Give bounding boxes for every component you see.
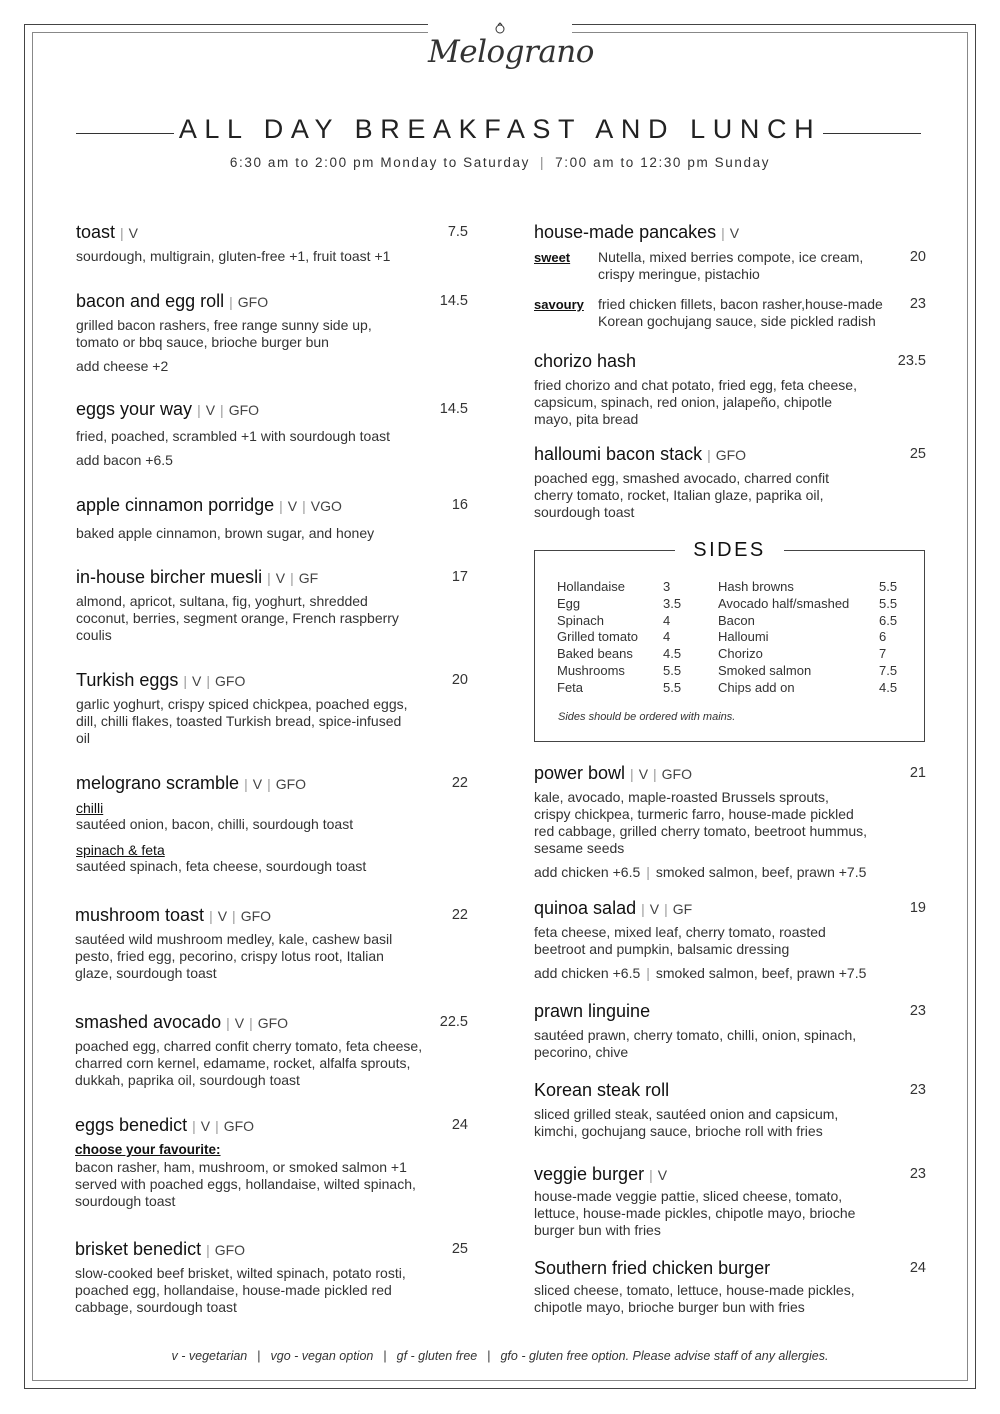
side-item [718,579,908,596]
item-option-label: chilli [76,800,104,816]
item-tag: V [200,1118,211,1134]
hours-sunday: 7:00 am to 12:30 pm Sunday [555,155,771,170]
item-extra-a: add chicken +6.5 [534,965,641,981]
menu-item [534,1080,926,1140]
item-price: 24 [451,1117,468,1133]
side-item [718,680,908,697]
item-tag: GFO [237,294,269,310]
side-name: Spinach [557,612,604,628]
logo [428,12,594,84]
side-item [557,596,685,613]
item-extra-b: smoked salmon, beef, prawn +7.5 [655,864,867,880]
item-price: 17 [451,569,468,585]
side-price: 3.5 [663,595,682,611]
side-price: 7.5 [879,662,898,678]
item-extra: add cheese +2 [76,358,169,374]
side-item [557,663,685,680]
item-desc: baked apple cinnamon, brown sugar, and honey [76,525,375,541]
menu-item-pancakes: house-made pancakes | V sweet Nutella, mixed berries compote, ice cream, crispy meringue, pistachio 20 savoury fried chicken fillets, bacon rasher,house-made Korean gochujang sauce, side pickled radish 23 [534,222,926,329]
item-tag: V [234,1015,245,1031]
item-option-label: choose your favourite: [75,1142,221,1157]
side-price: 5.5 [879,595,898,611]
menu-item: veggie burger | V 23 house-made veggie pattie, sliced cheese, tomato, lettuce, house-made pickles, chipotle mayo, brioche burger bun with fries [534,1164,926,1238]
item-desc: sautéed prawn, cherry tomato, chilli, onion, spinach, pecorino, chive [534,1027,857,1060]
item-price: 23 [909,1082,926,1098]
menu-item: quinoa salad | V | GF 19 feta cheese, mixed leaf, cherry tomato, roasted beetroot and pumpkin, balsamic dressing add chicken +6.5 | smoked salmon, beef, prawn +7.5 [534,898,926,981]
side-price: 5.5 [663,679,682,695]
item-desc: house-made veggie pattie, sliced cheese, tomato, lettuce, house-made pickles, chipotle mayo, brioche burger bun with fries [534,1188,856,1238]
option-price: 23 [909,296,926,312]
item-tag: GFO [228,402,260,418]
menu-item: mushroom toast | V | GFO 22 sautéed wild mushroom medley, kale, cashew basil pesto, fried egg, pecorino, crispy lotus root, Italian glaze, sourdough toast [75,905,468,981]
item-price: 24 [909,1260,926,1276]
item-price: 23 [909,1003,926,1019]
item-price: 22.5 [439,1014,468,1030]
title-block [0,112,1000,152]
item-price: 22 [451,907,468,923]
item-name: apple cinnamon porridge [76,495,275,515]
item-price: 25 [909,446,926,462]
item-desc: garlic yoghurt, crispy spiced chickpea, poached eggs, dill, chilli flakes, toasted Turkish bread, spice-infused oil [76,696,408,746]
item-name: Southern fried chicken burger [534,1258,771,1278]
item-name: smashed avocado [75,1012,222,1032]
side-price: 7 [879,646,887,662]
item-tag: V [287,498,298,514]
opening-hours [0,155,1000,170]
side-item [718,646,908,663]
item-tag: V [217,908,228,924]
item-option-desc: sautéed onion, bacon, chilli, sourdough toast [76,816,354,832]
item-name: toast [76,222,116,242]
menu-item: smashed avocado | V | GFO 22.5 poached egg, charred confit cherry tomato, feta cheese, charred corn kernel, edamame, rocket, alfalfa sprouts, dukkah, paprika oil, sourdough toast [75,1012,468,1088]
item-tag: GF [298,570,319,586]
logo-text: Melograno [428,34,594,70]
side-item [718,629,908,646]
hours-weekday: 6:30 am to 2:00 pm Monday to Saturday [229,155,530,170]
menu-item: eggs your way | V | GFO 14.5 fried, poached, scrambled +1 with sourdough toast add bacon +6.5 [76,399,468,468]
item-desc: almond, apricot, sultana, fig, yoghurt, shredded coconut, berries, segment orange, French raspberry coulis [76,593,399,643]
menu-item: in-house bircher muesli | V | GF 17 almond, apricot, sultana, fig, yoghurt, shredded coconut, berries, segment orange, French raspberry coulis [76,567,468,643]
sides-column-1 [557,579,685,697]
sides-column-2 [718,579,908,697]
item-price: 14.5 [439,401,468,417]
item-price: 19 [909,900,926,916]
legend-gf: gf - gluten free [396,1349,478,1363]
item-name: halloumi bacon stack [534,444,703,464]
item-extra-b: smoked salmon, beef, prawn +7.5 [655,965,867,981]
item-option-label: spinach & feta [76,842,165,858]
side-price: 3 [663,579,671,594]
side-price: 4 [663,612,671,628]
item-desc: fried, poached, scrambled +1 with sourdough toast [76,428,391,444]
menu-item: power bowl | V | GFO 21 kale, avocado, maple-roasted Brussels sprouts, crispy chickpea, turmeric farro, house-made pickled red cabbage, grilled cherry tomato, beetroot hummus, sesame seeds add chicken +6.5 | smoked salmon, beef, prawn +7.5 [534,763,926,880]
side-price: 4.5 [663,646,682,662]
menu-item: bacon and egg roll | GFO 14.5 grilled bacon rashers, free range sunny side up, tomato or bbq sauce, brioche burger bun add cheese +2 [76,291,468,374]
item-tag: V [657,1167,668,1183]
menu-item: melograno scramble | V | GFO 22 chilli sautéed onion, bacon, chilli, sourdough toast spinach & feta sautéed spinach, feta cheese, sourdough toast [76,773,468,874]
item-desc: fried chorizo and chat potato, fried egg, feta cheese, capsicum, spinach, red onion, jalapeño, chipotle mayo, pita bread [534,377,857,427]
item-name: house-made pancakes [534,222,717,242]
menu-item: apple cinnamon porridge | V | VGO 16 baked apple cinnamon, brown sugar, and honey [76,495,468,541]
side-price: 5.5 [663,662,682,678]
item-name: brisket benedict [75,1239,202,1259]
item-desc: sourdough, multigrain, gluten-free +1, fruit toast +1 [76,248,391,264]
menu-item [534,351,926,428]
item-tag: GFO [240,908,272,924]
item-name: mushroom toast [75,905,205,925]
side-item [557,646,685,663]
sides-title: SIDES [675,539,784,561]
side-price: 6 [879,629,887,645]
side-name: Hollandaise [557,579,625,594]
option-desc: fried chicken fillets, bacon rasher,house-made Korean gochujang sauce, side pickled radish [598,296,883,329]
item-desc: sliced grilled steak, sautéed onion and capsicum, kimchi, gochujang sauce, brioche roll with fries [534,1106,839,1139]
option-label: savoury [534,297,584,312]
item-option-desc: bacon rasher, ham, mushroom, or smoked salmon +1 served with poached eggs, hollandaise, wilted spinach, sourdough toast [75,1159,416,1209]
item-option-desc: sautéed spinach, feta cheese, sourdough toast [76,858,367,874]
side-item [557,629,685,646]
item-desc: feta cheese, mixed leaf, cherry tomato, roasted beetroot and pumpkin, balsamic dressing [534,924,826,957]
side-item [718,613,908,630]
item-name: in-house bircher muesli [76,567,263,587]
dietary-legend: v - vegetarian | vgo - vegan option | gf - gluten free | gfo - gluten free option. Please advise staff of any allergies. [171,1349,829,1363]
pancakes-sweet-option [534,249,926,283]
side-name: Hash browns [718,579,794,594]
item-extra: add chicken +6.5 | smoked salmon, beef, prawn +7.5 [534,965,867,981]
item-price: 14.5 [439,293,468,309]
item-price: 22 [451,775,468,791]
side-name: Avocado half/smashed [718,595,850,611]
item-tag: V [729,225,740,241]
item-desc: sliced cheese, tomato, lettuce, house-made pickles, chipotle mayo, brioche burger bun with fries [534,1282,855,1315]
option-desc: Nutella, mixed berries compote, ice cream, crispy meringue, pistachio [598,249,864,282]
item-name: prawn linguine [534,1001,651,1021]
side-name: Halloumi [718,629,769,645]
item-tag: V [649,901,660,917]
item-tag: V [275,570,286,586]
legend-vgo: vgo - vegan option [270,1349,374,1363]
side-item [718,663,908,680]
item-desc: poached egg, smashed avocado, charred confit cherry tomato, rocket, Italian glaze, paprika oil, sourdough toast [534,470,829,520]
hours-separator: | [540,155,546,170]
item-tag: GFO [223,1118,255,1134]
option-price: 20 [909,249,926,265]
item-tag: V [252,776,263,792]
side-item [557,680,685,697]
side-name: Chorizo [718,646,763,662]
side-price: 4.5 [879,679,898,695]
item-price: 25 [451,1241,468,1257]
item-tag: GFO [661,766,693,782]
side-price: 4 [663,629,671,645]
side-name: Baked beans [557,646,633,662]
item-name: bacon and egg roll [76,291,225,311]
item-name: veggie burger [534,1164,645,1184]
sides-note: Sides should be ordered with mains. [558,711,736,723]
page-title: ALL DAY BREAKFAST AND LUNCH [178,114,822,144]
sides-box [534,539,925,742]
item-desc: poached egg, charred confit cherry tomato, feta cheese, charred corn kernel, edamame, rocket, alfalfa sprouts, dukkah, paprika oil, sourdough toast [75,1038,423,1088]
item-extra: add bacon +6.5 [76,452,173,468]
item-name: Turkish eggs [76,670,179,690]
item-tag: GFO [257,1015,289,1031]
item-tag: GFO [275,776,307,792]
item-tag: V [192,673,202,689]
item-desc: sautéed wild mushroom medley, kale, cashew basil pesto, fried egg, pecorino, crispy lotus root, Italian glaze, sourdough toast [75,931,393,981]
item-name: power bowl [534,763,626,783]
menu-item: toast | V 7.5 sourdough, multigrain, gluten-free +1, fruit toast +1 [76,222,468,264]
item-tag: GFO [215,673,246,689]
item-name: Korean steak roll [534,1080,670,1100]
menu-item: brisket benedict | GFO 25 slow-cooked beef brisket, wilted spinach, potato rosti, poached egg, hollandaise, house-made pickled red cabbage, sourdough toast [75,1239,468,1315]
item-tag: GFO [214,1242,246,1258]
side-name: Grilled tomato [557,629,638,645]
side-item [557,579,685,596]
side-item [718,596,908,613]
item-price: 7.5 [447,224,468,240]
side-name: Egg [557,595,581,611]
side-name: Chips add on [718,679,795,695]
side-price: 6.5 [879,612,898,628]
item-name: chorizo hash [534,351,637,371]
menu-item: eggs benedict | V | GFO 24 choose your favourite: bacon rasher, ham, mushroom, or smoked salmon +1 served with poached eggs, hollandaise, wilted spinach, sourdough toast [75,1115,468,1209]
menu-item: halloumi bacon stack | GFO 25 poached egg, smashed avocado, charred confit cherry tomato, rocket, Italian glaze, paprika oil, sourdough toast [534,444,926,520]
side-price: 5.5 [879,579,898,594]
side-name: Mushrooms [557,662,625,678]
legend-v: v - vegetarian [171,1349,248,1363]
side-name: Bacon [718,612,755,628]
menu-item [534,1258,926,1316]
pomegranate-icon [494,22,506,34]
item-desc: grilled bacon rashers, free range sunny side up, tomato or bbq sauce, brioche burger bun [76,317,372,350]
pancakes-savoury-option [534,296,926,330]
item-tag: V [128,225,139,241]
item-extra: add chicken +6.5 | smoked salmon, beef, prawn +7.5 [534,864,867,880]
menu-item [534,1001,926,1061]
item-desc: slow-cooked beef brisket, wilted spinach, potato rosti, poached egg, hollandaise, house-made pickled red cabbage, sourdough toast [75,1265,406,1315]
item-tag: GF [672,901,693,917]
side-name: Feta [557,679,584,695]
item-price: 23 [909,1166,926,1182]
item-tag: GFO [715,447,747,463]
item-tag: V [638,766,649,782]
side-name: Smoked salmon [718,662,812,678]
side-item [557,613,685,630]
item-name: melograno scramble [76,773,240,793]
option-label: sweet [534,250,571,265]
item-extra-a: add chicken +6.5 [534,864,641,880]
item-name: eggs your way [76,399,193,419]
item-price: 16 [451,497,468,513]
item-name: eggs benedict [75,1115,188,1135]
legend-gfo: gfo - gluten free option. Please advise staff of any allergies. [500,1349,829,1363]
item-price: 20 [451,672,468,688]
item-name: quinoa salad [534,898,637,918]
menu-item: Turkish eggs | V | GFO 20 garlic yoghurt, crispy spiced chickpea, poached eggs, dill, chilli flakes, toasted Turkish bread, spice-infused oil [76,670,468,746]
item-tag: VGO [310,498,342,514]
item-tag: V [205,402,216,418]
item-desc: kale, avocado, maple-roasted Brussels sprouts, crispy chickpea, turmeric farro, house-made pickled red cabbage, grilled cherry tomato, beetroot hummus, sesame seeds [534,789,868,856]
title-rule-right [823,133,921,134]
item-price: 23.5 [897,353,926,369]
item-price: 21 [909,765,926,781]
